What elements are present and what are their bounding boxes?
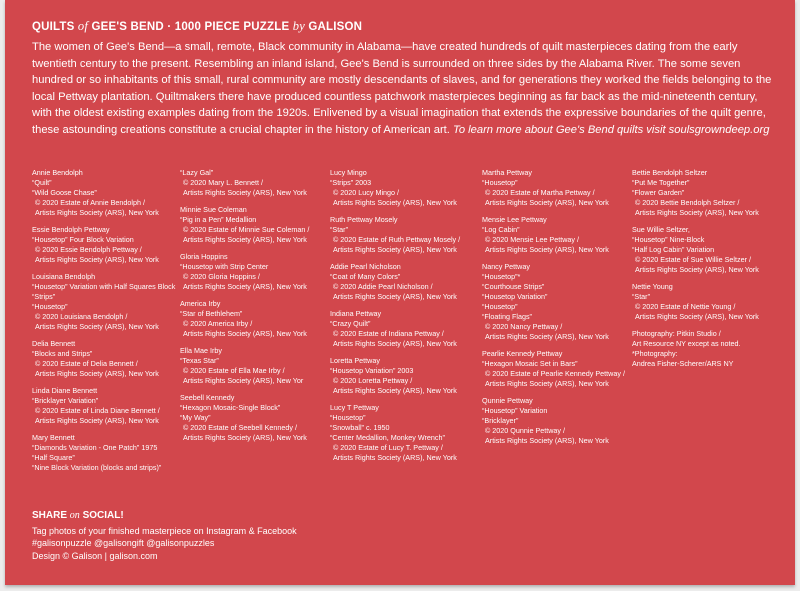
- credit-line: “Bricklayer Variation”: [32, 396, 99, 405]
- credit-line: “Texas Star”: [180, 356, 219, 365]
- credit-line: © 2020 Lucy Mingo /: [333, 188, 400, 197]
- credit-line: “Bricklayer”: [482, 416, 519, 425]
- title-publisher: GALISON: [308, 21, 363, 33]
- credit-entry: [330, 403, 480, 463]
- credit-line: Artists Rights Society (ARS), New York: [635, 265, 759, 274]
- credit-line: © 2020 Estate of Pearlie Kennedy Pettway /: [485, 369, 625, 378]
- footer-tag-line: Tag photos of your finished masterpiece on Instagram & Facebook: [32, 526, 297, 537]
- title-brand-a: QUILTS: [32, 21, 75, 33]
- credit-line: “Coat of Many Colors”: [330, 272, 401, 281]
- footer-design-credit: Design © Galison | galison.com: [32, 550, 158, 561]
- credit-line: “Housetop” Variation with Half Squares Block: [32, 282, 176, 291]
- credit-line: “Housetop”: [32, 302, 68, 311]
- credit-line: “Diamonds Variation - One Patch” 1975: [32, 443, 158, 452]
- credit-entry: [632, 329, 782, 369]
- credit-entry: [180, 168, 330, 198]
- credit-line: Artists Rights Society (ARS), New York: [333, 339, 457, 348]
- credit-line: Artists Rights Society (ARS), New York: [35, 255, 159, 264]
- credit-line: © 2020 Estate of Lucy T. Pettway /: [333, 443, 443, 452]
- credit-line: “My Way”: [180, 413, 211, 422]
- credit-entry: [180, 393, 330, 443]
- credits-column: [330, 168, 480, 470]
- title-of: of: [77, 19, 89, 33]
- credit-entry: [632, 282, 782, 322]
- credit-line: © 2020 Essie Bendolph Pettway /: [35, 245, 142, 254]
- credit-artist: Mensie Lee Pettway: [482, 215, 547, 224]
- credit-entry: [32, 272, 182, 332]
- puzzle-box-back-panel: [5, 0, 795, 585]
- credit-entry: [180, 205, 330, 245]
- credit-line: Artists Rights Society (ARS), New York: [333, 386, 457, 395]
- credit-artist: Nancy Pettway: [482, 262, 530, 271]
- credit-entry: [32, 433, 182, 473]
- credit-artist: Ruth Pettway Mosely: [330, 215, 398, 224]
- credit-line: © 2020 Addie Pearl Nicholson /: [333, 282, 433, 291]
- credit-line: “Housetop”: [482, 178, 518, 187]
- credit-entry: [482, 168, 632, 208]
- credit-line: “Center Medallion, Monkey Wrench”: [330, 433, 445, 442]
- share-word: SHARE: [32, 510, 68, 521]
- credit-line: © 2020 Estate of Annie Bendolph /: [35, 198, 145, 207]
- credit-line: “Housetop”: [330, 413, 366, 422]
- credit-line: © 2020 Estate of Martha Pettway /: [485, 188, 595, 197]
- credit-line: © 2020 Estate of Minnie Sue Coleman /: [183, 225, 310, 234]
- credit-artist: Photography: Pitkin Studio /: [632, 329, 721, 338]
- credit-line: © 2020 America Irby /: [183, 319, 253, 328]
- credit-line: © 2020 Estate of Delia Bennett /: [35, 359, 138, 368]
- credit-entry: [482, 396, 632, 446]
- credit-entry: [330, 262, 480, 302]
- credit-entry: [32, 168, 182, 218]
- credit-line: “Wild Goose Chase”: [32, 188, 97, 197]
- credit-artist: Indiana Pettway: [330, 309, 382, 318]
- credit-line: “Star”: [330, 225, 348, 234]
- credit-entry: [32, 386, 182, 426]
- credit-artist: Qunnie Pettway: [482, 396, 533, 405]
- credit-line: “Half Log Cabin” Variation: [632, 245, 715, 254]
- credit-line: “Strips” 2003: [330, 178, 372, 187]
- credit-line: “Hexagon Mosaic-Single Block”: [180, 403, 281, 412]
- credit-artist: Lucy T Pettway: [330, 403, 379, 412]
- credit-artist: Sue Willie Seltzer,: [632, 225, 690, 234]
- credit-artist: Mary Bennett: [32, 433, 75, 442]
- credit-line: “Pig in a Pen” Medallion: [180, 215, 257, 224]
- credit-line: “Star of Bethlehem”: [180, 309, 243, 318]
- credit-line: Artists Rights Society (ARS), New York: [485, 379, 609, 388]
- credit-artist: Bettie Bendolph Seltzer: [632, 168, 708, 177]
- credit-line: © 2020 Estate of Linda Diane Bennett /: [35, 406, 160, 415]
- credit-entry: [32, 339, 182, 379]
- share-on: on: [69, 510, 80, 521]
- credit-line: *Photography:: [632, 349, 678, 358]
- credit-entry: [330, 168, 480, 208]
- credit-artist: Martha Pettway: [482, 168, 532, 177]
- credit-line: “Hexagon Mosaic Set in Bars”: [482, 359, 578, 368]
- credit-line: © 2020 Mensie Lee Pettway /: [485, 235, 579, 244]
- credit-line: “Strips”: [32, 292, 56, 301]
- share-heading: [32, 510, 297, 522]
- credit-line: © 2020 Estate of Seebell Kennedy /: [183, 423, 297, 432]
- credit-line: Artists Rights Society (ARS), New Yor: [183, 376, 304, 385]
- credit-line: © 2020 Nancy Pettway /: [485, 322, 563, 331]
- credit-artist: Pearlie Kennedy Pettway: [482, 349, 563, 358]
- credit-line: © 2020 Louisiana Bendolph /: [35, 312, 128, 321]
- credit-line: Artists Rights Society (ARS), New York: [485, 436, 609, 445]
- credit-line: © 2020 Qunnie Pettway /: [485, 426, 566, 435]
- credit-line: © 2020 Bettie Bendolph Seltzer /: [635, 198, 740, 207]
- credit-line: “Housetop”: [482, 302, 518, 311]
- credits-column: [482, 168, 632, 453]
- credit-line: “Snowball” c. 1950: [330, 423, 390, 432]
- credits-column: [632, 168, 782, 376]
- credit-line: “Quilt”: [32, 178, 52, 187]
- credit-line: “Housetop” Four Block Variation: [32, 235, 134, 244]
- credit-artist: Nettie Young: [632, 282, 673, 291]
- credit-line: Art Resource NY except as noted.: [632, 339, 741, 348]
- credit-line: “Crazy Quilt”: [330, 319, 371, 328]
- credit-artist: Addie Pearl Nicholson: [330, 262, 401, 271]
- credit-artist: Delia Bennett: [32, 339, 76, 348]
- credit-entry: [330, 309, 480, 349]
- credit-line: Artists Rights Society (ARS), New York: [333, 198, 457, 207]
- credits-column: [32, 168, 182, 480]
- credit-line: “Floating Flags”: [482, 312, 532, 321]
- credit-artist: Loretta Pettway: [330, 356, 380, 365]
- footer-hashtags: #galisonpuzzle @galisongift @galisonpuzzles: [32, 538, 215, 549]
- credit-artist: Essie Bendolph Pettway: [32, 225, 110, 234]
- title-by: by: [292, 19, 305, 33]
- credit-line: “Housetop” Nine-Block: [632, 235, 705, 244]
- credits-column: [180, 168, 330, 450]
- credit-artist: Louisiana Bendolph: [32, 272, 96, 281]
- credit-line: Artists Rights Society (ARS), New York: [35, 208, 159, 217]
- credit-artist: Seebell Kennedy: [180, 393, 235, 402]
- credit-line: © 2020 Estate of Indiana Pettway /: [333, 329, 444, 338]
- credit-line: Artists Rights Society (ARS), New York: [183, 329, 307, 338]
- credit-line: © 2020 Loretta Pettway /: [333, 376, 413, 385]
- credit-entry: [632, 225, 782, 275]
- credit-entry: [180, 346, 330, 386]
- credit-line: Artists Rights Society (ARS), New York: [333, 453, 457, 462]
- credit-line: © 2020 Estate of Nettie Young /: [635, 302, 736, 311]
- credit-line: Artists Rights Society (ARS), New York: [183, 188, 307, 197]
- credit-artist: America Irby: [180, 299, 221, 308]
- credit-line: Artists Rights Society (ARS), New York: [635, 312, 759, 321]
- credit-entry: [330, 215, 480, 255]
- intro-paragraph: [32, 39, 777, 138]
- credit-line: “Half Square”: [32, 453, 75, 462]
- credit-line: Artists Rights Society (ARS), New York: [485, 245, 609, 254]
- title-brand-b: GEE'S BEND · 1000 PIECE PUZZLE: [91, 21, 290, 33]
- credit-artist: “Lazy Gal”: [180, 168, 214, 177]
- credit-entry: [32, 225, 182, 265]
- credit-line: “Housetop Variation” 2003: [330, 366, 414, 375]
- credit-line: Artists Rights Society (ARS), New York: [485, 198, 609, 207]
- credit-artist: Lucy Mingo: [330, 168, 367, 177]
- credit-line: Artists Rights Society (ARS), New York: [183, 433, 307, 442]
- credit-entry: [482, 215, 632, 255]
- credit-line: Artists Rights Society (ARS), New York: [333, 245, 457, 254]
- credit-artist: Minnie Sue Coleman: [180, 205, 247, 214]
- credit-line: “Blocks and Strips”: [32, 349, 93, 358]
- credit-line: © 2020 Gloria Hoppins /: [183, 272, 260, 281]
- credit-line: “Star”: [632, 292, 650, 301]
- credit-line: “Courthouse Strips”: [482, 282, 545, 291]
- credit-line: “Housetop” Variation: [482, 406, 548, 415]
- credit-line: Artists Rights Society (ARS), New York: [485, 332, 609, 341]
- credit-line: Artists Rights Society (ARS), New York: [635, 208, 759, 217]
- credit-line: Andrea Fisher-Scherer/ARS NY: [632, 359, 734, 368]
- share-social: SOCIAL!: [82, 510, 124, 521]
- credit-entry: [180, 299, 330, 339]
- intro-body: The women of Gee's Bend—a small, remote, Black community in Alabama—have created hundreds of quilt masterpieces dating from the early twentieth century to the present. Resembling an inland island, Gee's Bend is surrounded on three sides by the Alabama River. The some seven hundred or so inhabitants of this small, rural community are mostly descendants of slaves, and for generations they worked the fields belonging to the local Pettway plantation. Quiltmakers there have produced countless patchwork masterpieces beginning as far back as the mid-nineteenth century, with the oldest existing examples dating from the 1920s. Enlivened by a visual imagination that extends the expressive boundaries of the quilt genre, these astounding creations constitute a crucial chapter in the history of American art.: [32, 41, 772, 136]
- credit-line: “Housetop Variation”: [482, 292, 548, 301]
- credit-line: “Flower Garden”: [632, 188, 685, 197]
- credit-entry: [330, 356, 480, 396]
- credit-entry: [180, 252, 330, 292]
- credit-line: © 2020 Estate of Ella Mae Irby /: [183, 366, 285, 375]
- footer: [32, 510, 297, 562]
- credit-line: “Housetop with Strip Center: [180, 262, 269, 271]
- credit-line: Artists Rights Society (ARS), New York: [333, 292, 457, 301]
- credit-line: Artists Rights Society (ARS), New York: [183, 235, 307, 244]
- credit-artist: Gloria Hoppins: [180, 252, 228, 261]
- credit-line: “Housetop”*: [482, 272, 521, 281]
- credit-line: Artists Rights Society (ARS), New York: [35, 322, 159, 331]
- credit-artist: Annie Bendolph: [32, 168, 83, 177]
- credit-entry: [482, 349, 632, 389]
- credit-line: “Nine Block Variation (blocks and strips)”: [32, 463, 162, 472]
- credit-line: © 2020 Estate of Sue Willie Seltzer /: [635, 255, 751, 264]
- credit-line: Artists Rights Society (ARS), New York: [35, 369, 159, 378]
- credit-line: © 2020 Mary L. Bennett /: [183, 178, 264, 187]
- credit-artist: Ella Mae Irby: [180, 346, 222, 355]
- credit-line: Artists Rights Society (ARS), New York: [35, 416, 159, 425]
- page-title: [32, 19, 362, 34]
- credit-artist: Linda Diane Bennett: [32, 386, 98, 395]
- credit-entry: [632, 168, 782, 218]
- credit-entry: [482, 262, 632, 342]
- credit-line: “Put Me Together”: [632, 178, 690, 187]
- learn-more-link[interactable]: To learn more about Gee's Bend quilts visit soulsgrowndeep.org: [453, 123, 770, 136]
- credit-line: “Log Cabin”: [482, 225, 520, 234]
- credit-line: Artists Rights Society (ARS), New York: [183, 282, 307, 291]
- credit-line: © 2020 Estate of Ruth Pettway Mosely /: [333, 235, 461, 244]
